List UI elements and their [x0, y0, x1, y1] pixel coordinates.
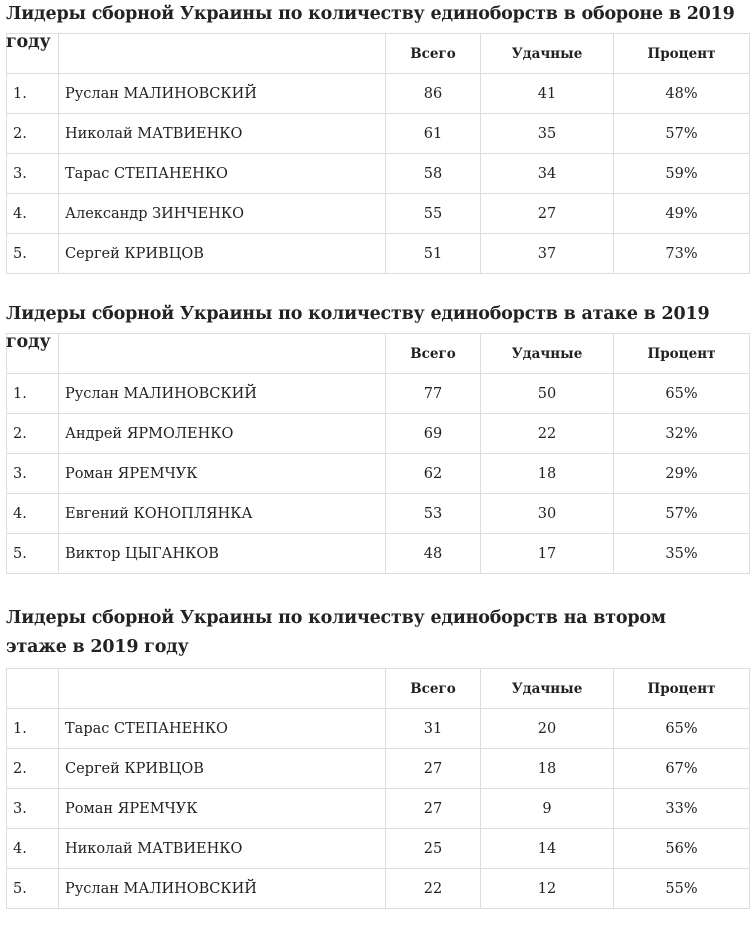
cell-percent: 49% — [614, 194, 750, 234]
section-title: Лидеры сборной Украины по количеству единоборств в обороне в 2019 году — [6, 4, 735, 52]
cell-successful: 34 — [481, 154, 614, 194]
cell-rank: 5. — [7, 234, 59, 274]
header-successful: Удачные — [481, 34, 614, 74]
cell-rank: 3. — [7, 454, 59, 494]
cell-rank: 3. — [7, 789, 59, 829]
cell-percent: 59% — [614, 154, 750, 194]
cell-percent: 65% — [614, 374, 750, 414]
header-percent: Процент — [614, 334, 750, 374]
table-row — [7, 454, 750, 494]
cell-player: Николай МАТВИЕНКО — [59, 114, 386, 154]
cell-successful: 14 — [481, 829, 614, 869]
header-total: Всего — [386, 669, 481, 709]
cell-total: 55 — [386, 194, 481, 234]
cell-rank: 2. — [7, 114, 59, 154]
header-successful: Удачные — [481, 334, 614, 374]
cell-total: 58 — [386, 154, 481, 194]
cell-percent: 35% — [614, 534, 750, 574]
cell-successful: 37 — [481, 234, 614, 274]
cell-rank: 4. — [7, 494, 59, 534]
header-name — [59, 34, 386, 74]
table-row — [7, 789, 750, 829]
cell-player: Руслан МАЛИНОВСКИЙ — [59, 869, 386, 909]
cell-total: 27 — [386, 749, 481, 789]
header-percent: Процент — [614, 669, 750, 709]
cell-total: 31 — [386, 709, 481, 749]
table-row — [7, 194, 750, 234]
cell-total: 48 — [386, 534, 481, 574]
cell-rank: 5. — [7, 869, 59, 909]
cell-successful: 22 — [481, 414, 614, 454]
cell-total: 22 — [386, 869, 481, 909]
table-row — [7, 494, 750, 534]
cell-percent: 67% — [614, 749, 750, 789]
header-name — [59, 669, 386, 709]
cell-successful: 9 — [481, 789, 614, 829]
cell-rank: 1. — [7, 709, 59, 749]
cell-successful: 41 — [481, 74, 614, 114]
header-percent: Процент — [614, 34, 750, 74]
cell-total: 51 — [386, 234, 481, 274]
cell-total: 27 — [386, 789, 481, 829]
cell-player: Евгений КОНОПЛЯНКА — [59, 494, 386, 534]
cell-total: 77 — [386, 374, 481, 414]
cell-rank: 2. — [7, 749, 59, 789]
defense-duels-section — [6, 0, 755, 274]
cell-total: 86 — [386, 74, 481, 114]
defense-duels-table — [6, 33, 750, 274]
cell-percent: 56% — [614, 829, 750, 869]
cell-rank: 1. — [7, 374, 59, 414]
cell-successful: 17 — [481, 534, 614, 574]
table-row — [7, 414, 750, 454]
cell-successful: 27 — [481, 194, 614, 234]
cell-player: Руслан МАЛИНОВСКИЙ — [59, 374, 386, 414]
cell-percent: 65% — [614, 709, 750, 749]
table-row — [7, 114, 750, 154]
cell-player: Тарас СТЕПАНЕНКО — [59, 709, 386, 749]
cell-percent: 55% — [614, 869, 750, 909]
section-title: Лидеры сборной Украины по количеству единоборств в атаке в 2019 году — [6, 304, 710, 352]
cell-successful: 35 — [481, 114, 614, 154]
cell-player: Сергей КРИВЦОВ — [59, 234, 386, 274]
table-row — [7, 869, 750, 909]
cell-successful: 30 — [481, 494, 614, 534]
table-row — [7, 749, 750, 789]
header-rank — [7, 669, 59, 709]
cell-total: 62 — [386, 454, 481, 494]
attack-duels-table — [6, 333, 750, 574]
cell-percent: 32% — [614, 414, 750, 454]
cell-total: 25 — [386, 829, 481, 869]
cell-successful: 20 — [481, 709, 614, 749]
cell-successful: 18 — [481, 454, 614, 494]
cell-player: Андрей ЯРМОЛЕНКО — [59, 414, 386, 454]
cell-rank: 2. — [7, 414, 59, 454]
table-header-row — [7, 669, 750, 709]
cell-percent: 48% — [614, 74, 750, 114]
cell-percent: 73% — [614, 234, 750, 274]
section-title: Лидеры сборной Украины по количеству единоборств на втором этаже в 2019 году — [6, 608, 666, 657]
cell-total: 53 — [386, 494, 481, 534]
cell-player: Виктор ЦЫГАНКОВ — [59, 534, 386, 574]
cell-player: Роман ЯРЕМЧУК — [59, 454, 386, 494]
table-row — [7, 829, 750, 869]
cell-rank: 1. — [7, 74, 59, 114]
cell-player: Роман ЯРЕМЧУК — [59, 789, 386, 829]
cell-rank: 4. — [7, 829, 59, 869]
header-name — [59, 334, 386, 374]
cell-player: Руслан МАЛИНОВСКИЙ — [59, 74, 386, 114]
header-total: Всего — [386, 34, 481, 74]
attack-duels-section — [6, 300, 755, 574]
cell-player: Тарас СТЕПАНЕНКО — [59, 154, 386, 194]
aerial-duels-section — [6, 604, 750, 909]
cell-rank: 4. — [7, 194, 59, 234]
aerial-duels-table — [6, 668, 750, 909]
cell-player: Сергей КРИВЦОВ — [59, 749, 386, 789]
table-row — [7, 74, 750, 114]
cell-successful: 50 — [481, 374, 614, 414]
table-row — [7, 374, 750, 414]
cell-successful: 12 — [481, 869, 614, 909]
cell-total: 61 — [386, 114, 481, 154]
table-row — [7, 154, 750, 194]
cell-rank: 5. — [7, 534, 59, 574]
cell-player: Александр ЗИНЧЕНКО — [59, 194, 386, 234]
cell-percent: 29% — [614, 454, 750, 494]
table-header-row — [7, 334, 750, 374]
cell-percent: 57% — [614, 494, 750, 534]
table-row — [7, 234, 750, 274]
cell-percent: 57% — [614, 114, 750, 154]
table-row — [7, 534, 750, 574]
header-successful: Удачные — [481, 669, 614, 709]
cell-total: 69 — [386, 414, 481, 454]
cell-percent: 33% — [614, 789, 750, 829]
table-row — [7, 709, 750, 749]
cell-rank: 3. — [7, 154, 59, 194]
cell-successful: 18 — [481, 749, 614, 789]
table-header-row — [7, 34, 750, 74]
header-total: Всего — [386, 334, 481, 374]
cell-player: Николай МАТВИЕНКО — [59, 829, 386, 869]
